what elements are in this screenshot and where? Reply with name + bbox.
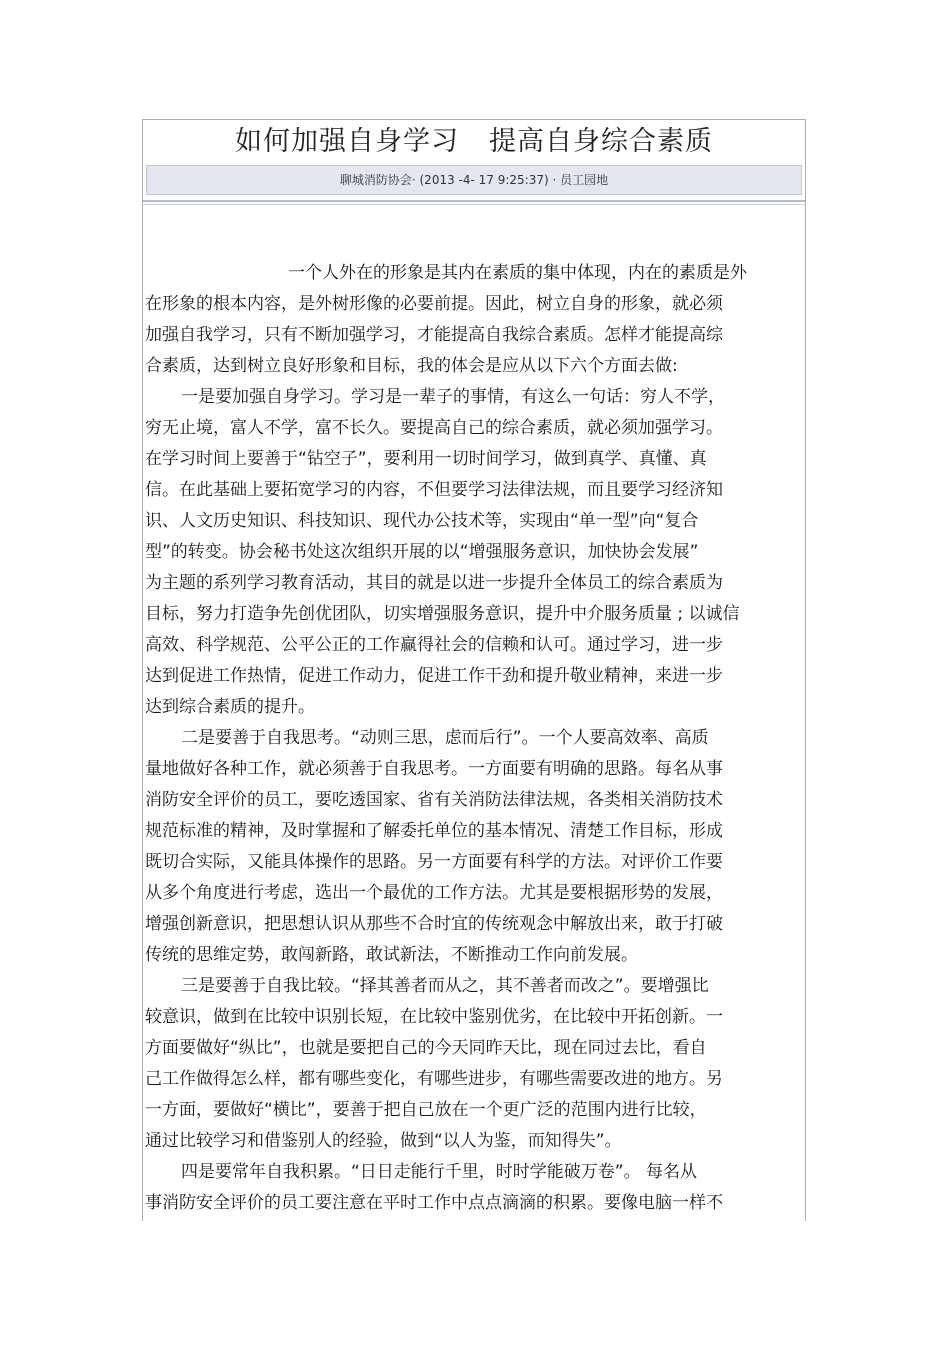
body-line: 四是要常年自我积累。“日日走能行千里，时时学能破万卷”。 每名从 — [181, 1162, 698, 1182]
body-line: 一是要加强自身学习。学习是一辈子的事情，有这么一句话：穷人不学， — [181, 387, 725, 407]
body-line: 一方面，要做好“横比”，要善于把自己放在一个更广泛的范围内进行比较， — [145, 1100, 707, 1120]
body-line: 型”的转变。协会秘书处这次组织开展的以“增强服务意识，加快协会发展” — [145, 542, 699, 562]
body-line: 从多个角度进行考虑，选出一个最优的工作方法。尤其是要根据形势的发展， — [145, 883, 723, 903]
body-line: 通过比较学习和借鉴别人的经验，做到“以人为鉴，而知得失”。 — [145, 1131, 622, 1151]
body-line: 穷无止境，富人不学，富不长久。要提高自己的综合素质，就必须加强学习。 — [145, 418, 723, 438]
article-title — [143, 120, 805, 164]
article-meta: 聊城消防协会· (2013 -4- 17 9:25:37) · 员工园地 — [339, 173, 609, 187]
body-line: 量地做好各种工作，就必须善于自我思考。一方面要有明确的思路。每名从事 — [145, 759, 723, 779]
body-line: 在形象的根本内容，是外树形像的必要前提。因此，树立自身的形象，就必须 — [145, 294, 723, 314]
body-line: 传统的思维定势，敢闯新路，敢试新法，不断推动工作向前发展。 — [145, 945, 638, 965]
divider — [143, 200, 805, 202]
body-line: 在学习时间上要善于“钻空子”，要利用一切时间学习，做到真学、真懂、真 — [145, 449, 707, 469]
body-line: 规范标准的精神，及时掌握和了解委托单位的基本情况、清楚工作目标，形成 — [145, 821, 723, 841]
body-line: 己工作做得怎么样，都有哪些变化，有哪些进步，有哪些需要改进的地方。另 — [145, 1069, 723, 1089]
body-line: 方面要做好“纵比”，也就是要把自己的今天同昨天比，现在同过去比，看自 — [145, 1038, 707, 1058]
body-line: 合素质，达到树立良好形象和目标，我的体会是应从以下六个方面去做: — [145, 356, 678, 376]
body-line: 高效、科学规范、公平公正的工作赢得社会的信赖和认可。通过学习，进一步 — [145, 635, 723, 655]
body-line: 目标，努力打造争先创优团队，切实增强服务意识，提升中介服务质量 ; 以诚信 — [145, 604, 740, 624]
body-line: 三是要善于自我比较。“择其善者而从之，其不善者而改之”。要增强比 — [181, 976, 709, 996]
body-line: 消防安全评价的员工，要吃透国家、省有关消防法律法规，各类相关消防技术 — [145, 790, 723, 810]
title-part-2: 提高自身综合素质 — [489, 126, 713, 157]
title-part-1: 如何加强自身学习 — [235, 126, 459, 157]
body-line: 加强自我学习，只有不断加强学习，才能提高自我综合素质。怎样才能提高综 — [145, 325, 723, 345]
body-line: 二是要善于自我思考。“动则三思，虑而后行”。一个人要高效率、高质 — [181, 728, 709, 748]
body-line: 达到综合素质的提升。 — [145, 697, 315, 717]
body-line: 达到促进工作热情，促进工作动力，促进工作干劲和提升敬业精神，来进一步 — [145, 666, 723, 686]
body-line: 信。在此基础上要拓宽学习的内容，不但要学习法律法规，而且要学习经济知 — [145, 480, 723, 500]
body-line: 识、人文历史知识、科技知识、现代办公技术等，实现由“单一型”向“复合 — [145, 511, 699, 531]
body-line: 较意识，做到在比较中识别长短，在比较中鉴别优劣，在比较中开拓创新。一 — [145, 1007, 723, 1027]
article-meta-bar — [146, 165, 802, 195]
body-line: 为主题的系列学习教育活动，其目的就是以进一步提升全体员工的综合素质为 — [145, 573, 723, 593]
body-line: 既切合实际，又能具体操作的思路。另一方面要有科学的方法。对评价工作要 — [145, 852, 723, 872]
body-line: 增强创新意识，把思想认识从那些不合时宜的传统观念中解放出来，敢于打破 — [145, 914, 723, 934]
body-line: 事消防安全评价的员工要注意在平时工作中点点滴滴的积累。要像电脑一样不 — [145, 1193, 723, 1213]
divider — [143, 204, 805, 205]
body-line: 一个人外在的形象是其内在素质的集中体现，内在的素质是外 — [288, 263, 747, 283]
